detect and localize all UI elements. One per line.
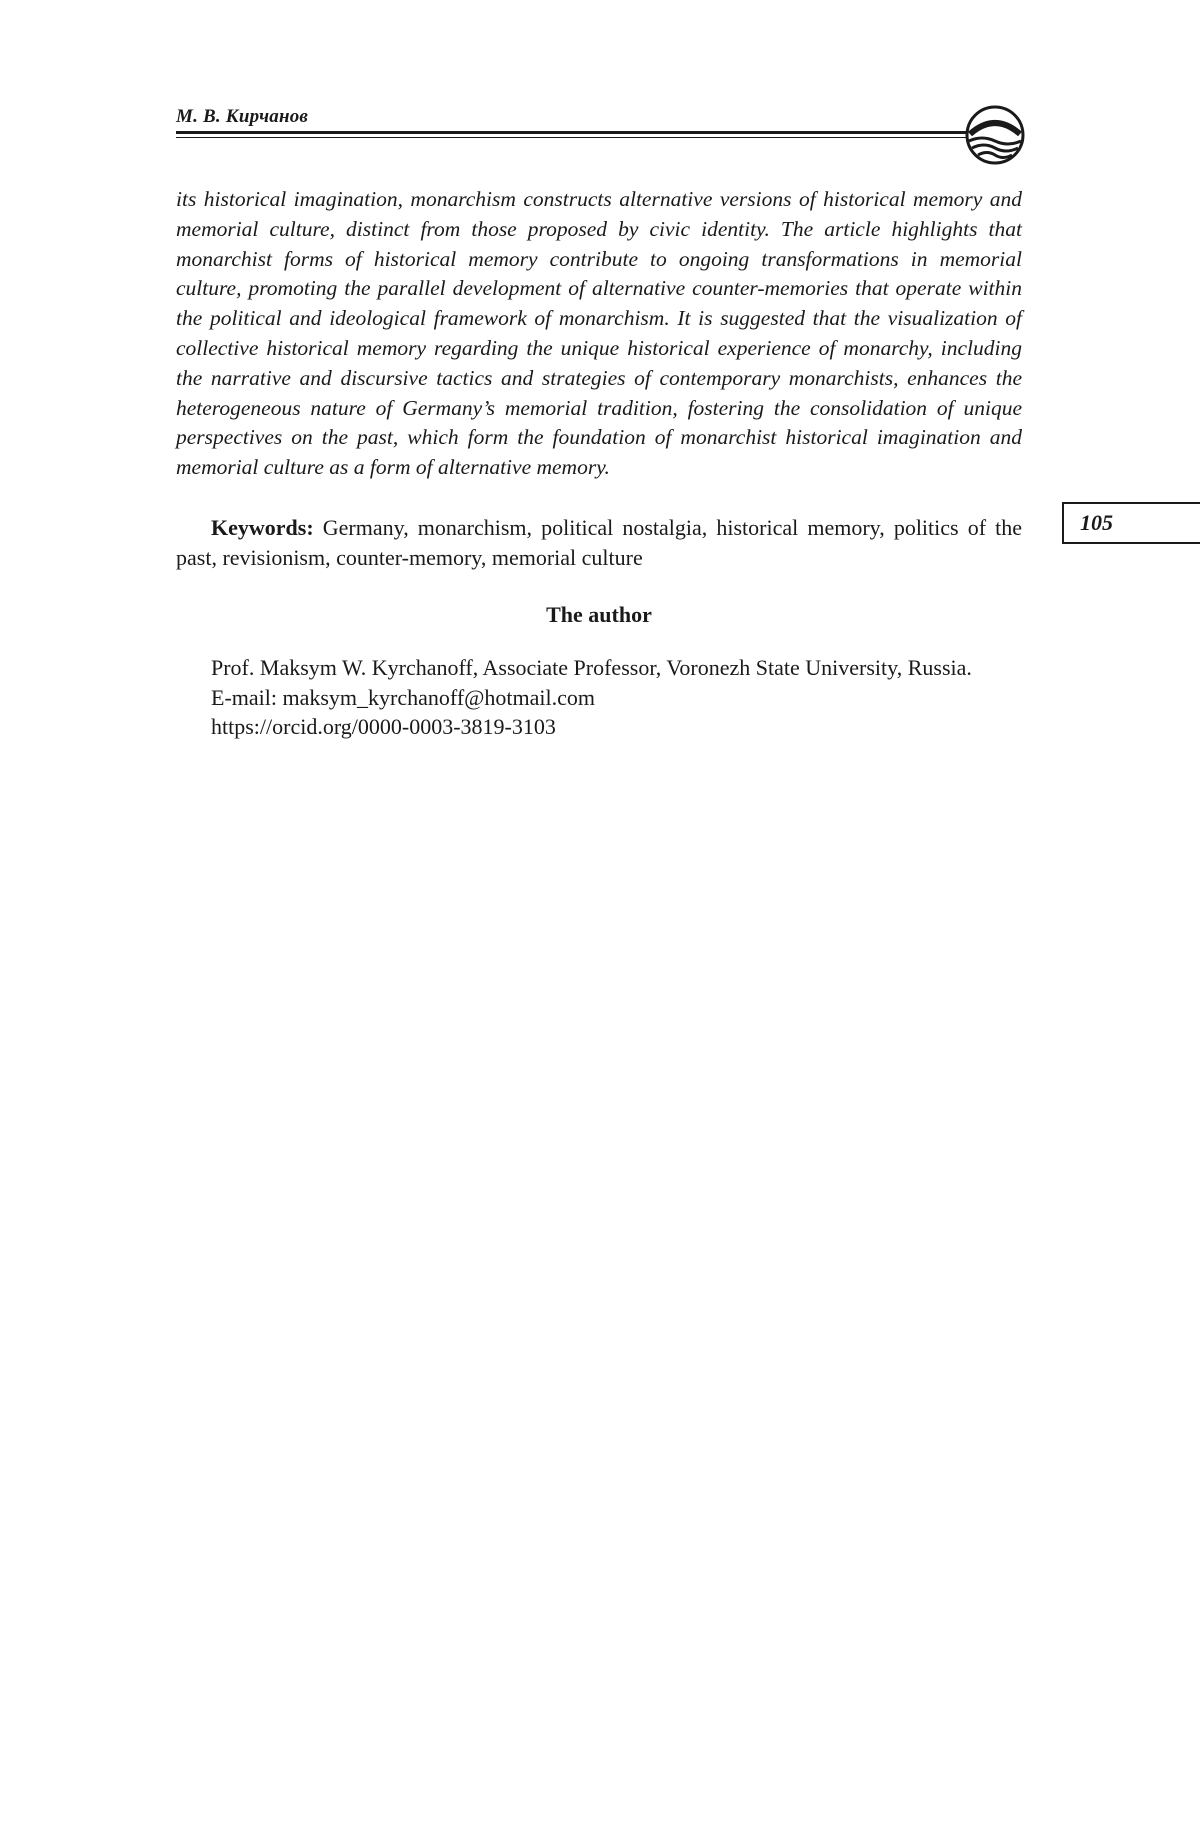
header-author: М. В. Кирчанов [176,106,309,127]
header-rule [176,131,966,134]
abstract-text: its historical imagination, monarchism constructs alternative versions of historical memory and memorial culture, distinct from those proposed by civic identity. The article highlights that monarchist forms of historical memory contribute to ongoing transformations in memorial culture, promoting the parallel development of alternative counter-memories that operate within the political and ideological framework of monarchism. It is suggested that the visualization of collective historical memory regarding the unique historical experience of monarchy, including the narrative and discursive tactics and strategies of contemporary monarchists, enhances the heterogeneous nature of Germany’s memorial tradition, fostering the consolidation of unique perspectives on the past, which form the foundation of monarchist historical imagination and memorial culture as a form of alternative memory. [176,187,1022,480]
author-info [176,653,1022,742]
author-heading: The author [546,602,652,627]
author-affiliation: Prof. Maksym W. Kyrchanoff, Associate Professor, Voronezh State University, Russia. [211,655,972,680]
page-number-box [1062,502,1200,544]
author-email: E-mail: maksym_kyrchanoff@hotmail.com [211,684,595,710]
page-number: 105 [1080,510,1113,535]
keywords-text: Germany, monarchism, political nostalgia, historical memory, politics of the past, revisionism, counter-memory, memorial culture [176,515,1023,570]
header-rule-thin [176,137,966,138]
running-header [176,104,1022,164]
journal-logo-icon [964,104,1026,166]
keywords-label: Keywords: [211,515,314,540]
keywords-paragraph [176,513,1022,572]
author-orcid: https://orcid.org/0000-0003-3819-3103 [211,714,556,739]
